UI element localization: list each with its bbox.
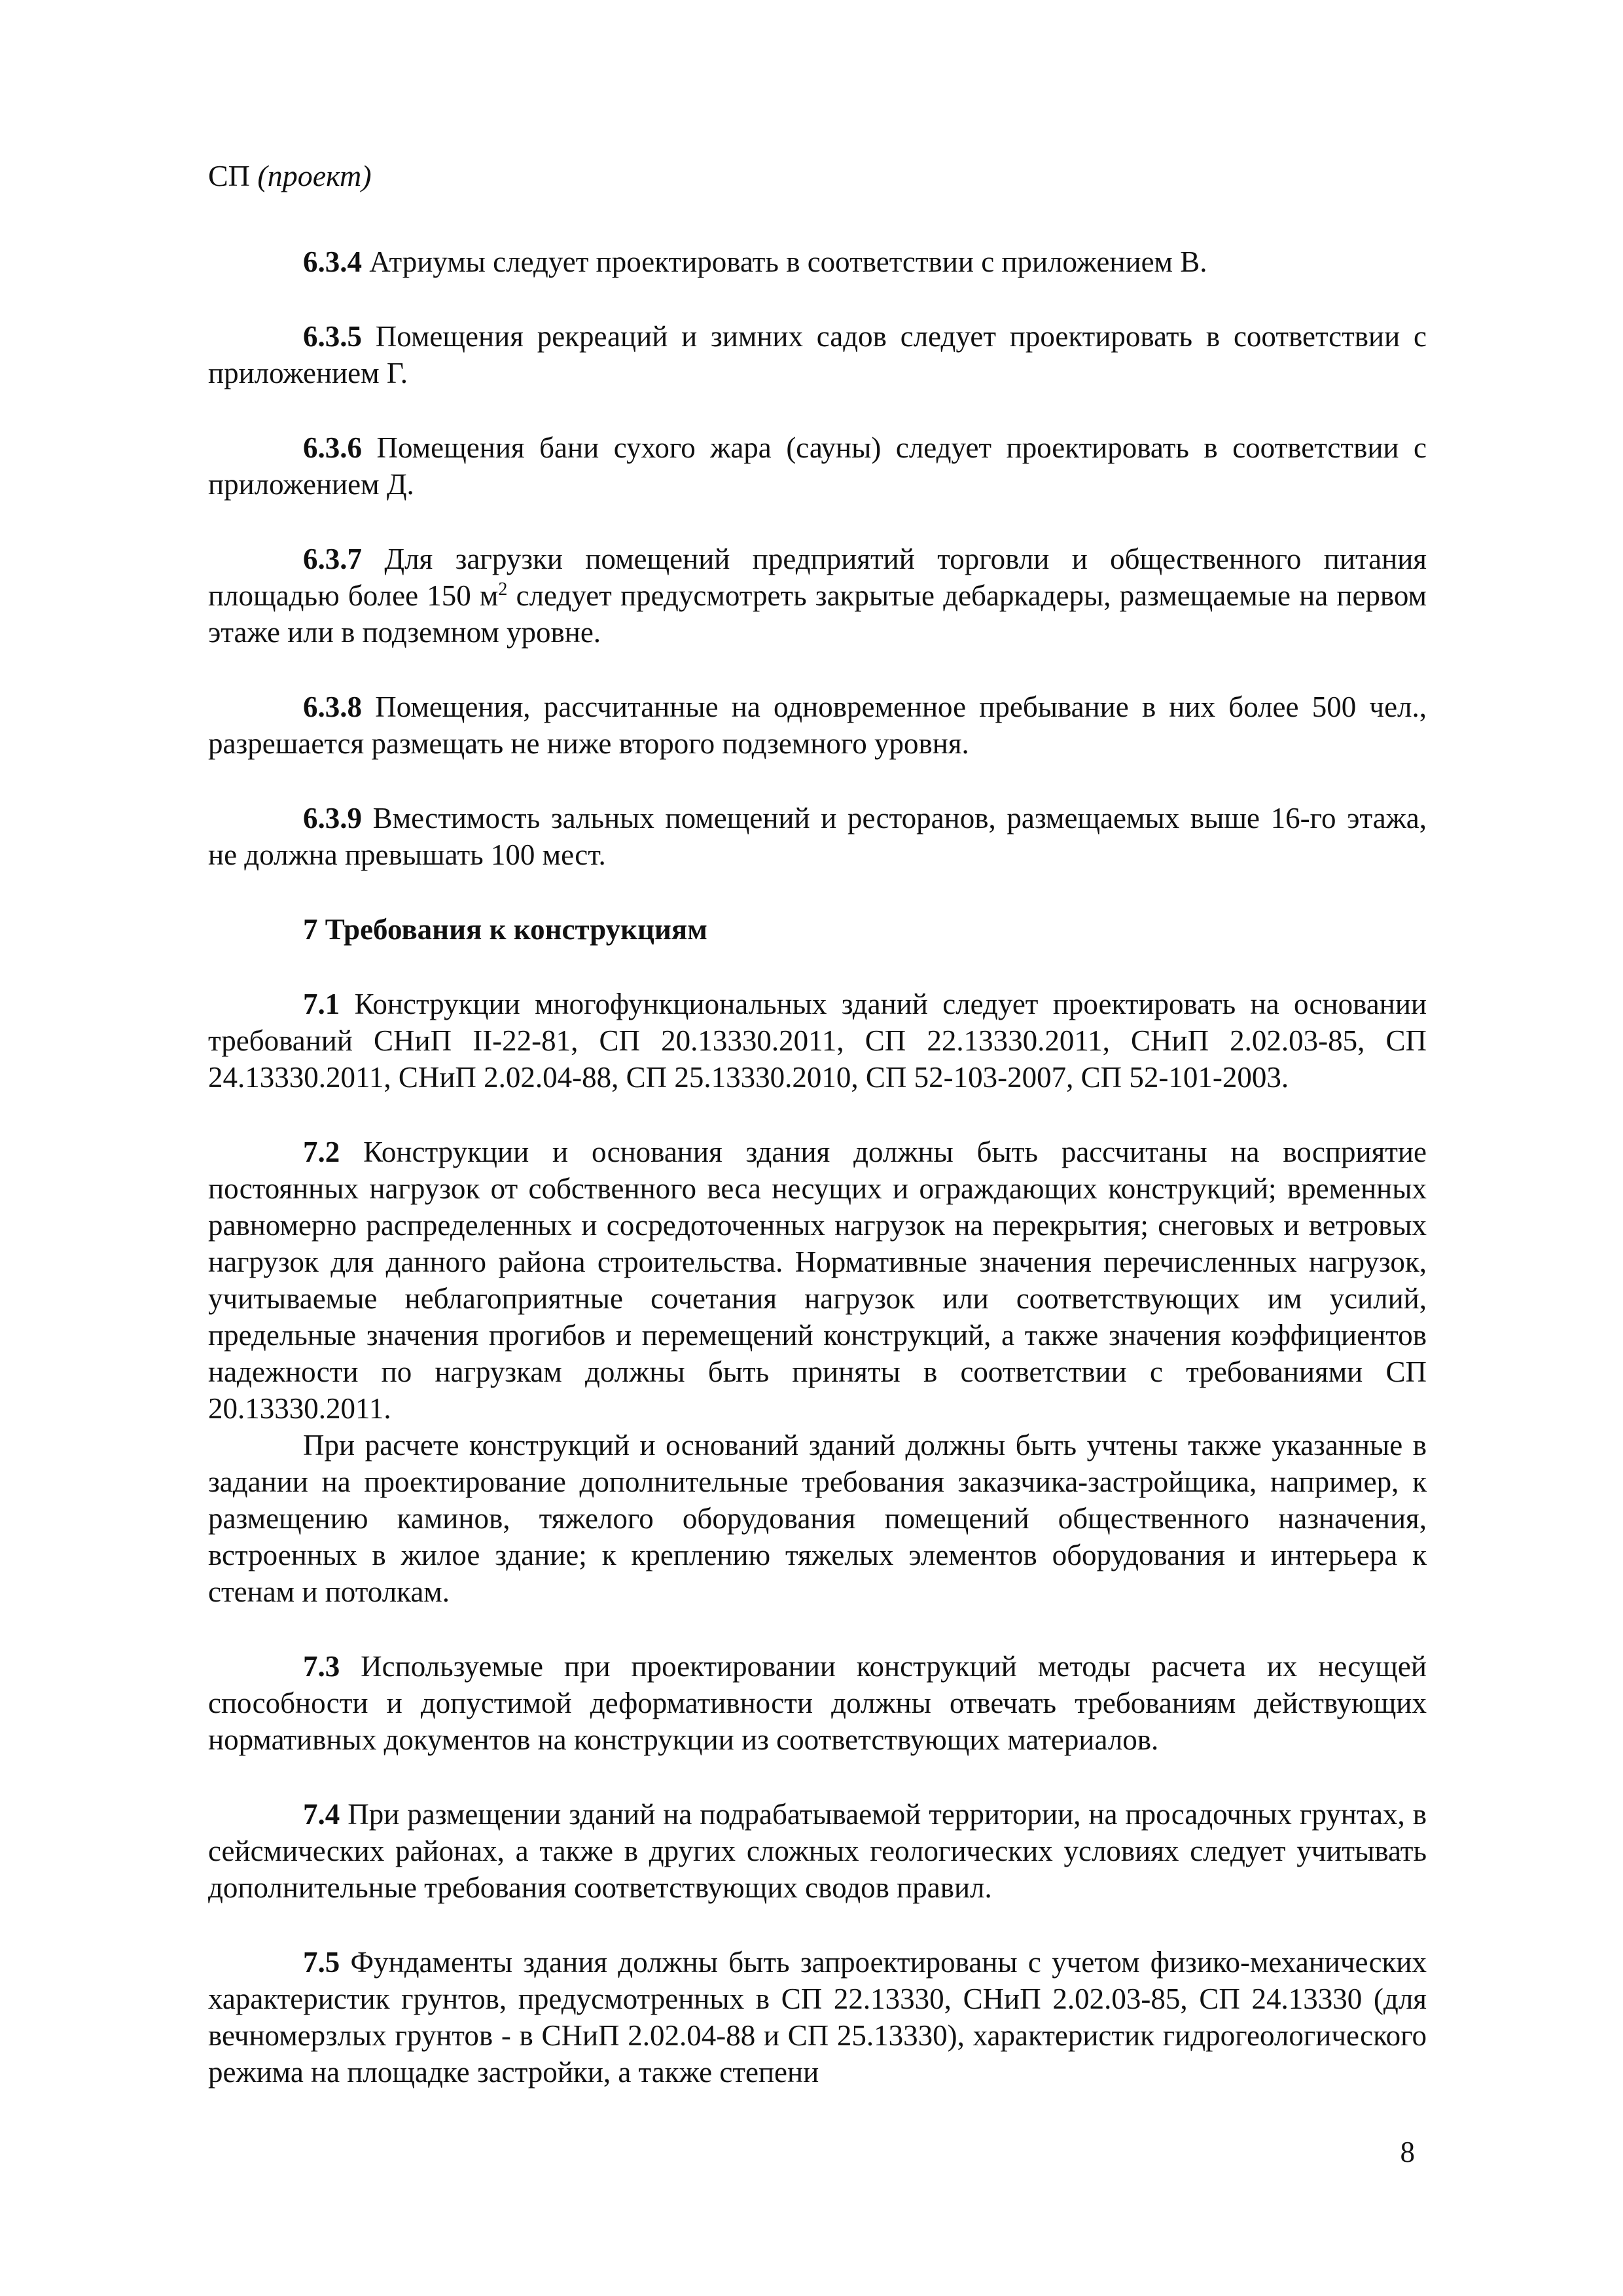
clause-number: 6.3.7 xyxy=(303,543,362,575)
paragraph-6-3-7 xyxy=(208,541,1427,651)
clause-number: 7.1 xyxy=(303,988,340,1020)
clause-number: 7.5 xyxy=(303,1946,340,1979)
paragraph-7-2-continued xyxy=(208,1427,1427,1610)
clause-text: При расчете конструкций и оснований зданий должны быть учтены также указанные в задании на проектирование дополнительные требования заказчика-застройщика, например, к размещению каминов, тяжелого оборудования помещений общественного назначения, встроенных в жилое здание; к креплению тяжелых элементов оборудования и интерьера к стенам и потолкам. xyxy=(208,1429,1427,1608)
clause-text: Вместимость зальных помещений и ресторанов, размещаемых выше 16-го этажа, не должна превышать 100 мест. xyxy=(208,802,1427,871)
clause-text: Используемые при проектировании конструкций методы расчета их несущей способности и допустимой деформативности должны отвечать требованиям действующих нормативных документов на конструкции из соответствующих материалов. xyxy=(208,1650,1427,1756)
clause-text: При размещении зданий на подрабатываемой территории, на просадочных грунтах, в сейсмических районах, а также в других сложных геологических условиях следует учитывать дополнительные требования соответствующих сводов правил. xyxy=(208,1798,1427,1904)
clause-number: 7.3 xyxy=(303,1650,340,1683)
running-header xyxy=(208,157,372,195)
document-body xyxy=(208,243,1427,2128)
clause-text: Помещения, рассчитанные на одновременное пребывание в них более 500 чел., разрешается размещать не ниже второго подземного уровня. xyxy=(208,691,1427,760)
clause-text-continued: следует предусмотреть закрытые дебаркадеры, размещаемые на первом этаже или в подземном уровне. xyxy=(208,579,1427,649)
header-status: (проект) xyxy=(257,159,372,192)
header-code: СП xyxy=(208,159,250,192)
paragraph-6-3-6 xyxy=(208,429,1427,503)
paragraph-6-3-5 xyxy=(208,318,1427,391)
clause-number: 6.3.5 xyxy=(303,320,362,353)
clause-number: 6.3.8 xyxy=(303,691,362,723)
paragraph-7-5 xyxy=(208,1944,1427,2090)
paragraph-6-3-8 xyxy=(208,689,1427,762)
paragraph-7-3 xyxy=(208,1648,1427,1758)
section-heading: 7 Требования к конструкциям xyxy=(303,913,707,946)
clause-text: Для загрузки помещений предприятий торговли и общественного питания площадью более 150 м xyxy=(208,543,1427,612)
page-number: 8 xyxy=(1400,2136,1415,2168)
clause-number: 7.4 xyxy=(303,1798,340,1831)
clause-number: 6.3.6 xyxy=(303,431,362,464)
paragraph-6-3-4 xyxy=(208,243,1427,280)
clause-text: Помещения бани сухого жара (сауны) следует проектировать в соответствии с приложением Д. xyxy=(208,431,1427,501)
clause-text: Фундаменты здания должны быть запроектированы с учетом физико-механических характеристик грунтов, предусмотренных в СП 22.13330, СНиП 2.02.03-85, СП 24.13330 (для вечномерзлых грунтов - в СНиП 2.02.04-88 и СП 25.13330), характеристик гидрогеологического режима на площадке застройки, а также степени xyxy=(208,1946,1427,2089)
clause-text: Помещения рекреаций и зимних садов следует проектировать в соответствии с приложением Г. xyxy=(208,320,1427,389)
clause-text: Конструкции многофункциональных зданий следует проектировать на основании требований СНиП II-22-81, СП 20.13330.2011, СП 22.13330.2011, СНиП 2.02.03-85, СП 24.13330.2011, СНиП 2.02.04-88, СП 25.13330.2010, СП 52-103-2007, СП 52-101-2003. xyxy=(208,988,1427,1094)
clause-number: 7.2 xyxy=(303,1136,340,1168)
superscript: 2 xyxy=(498,579,508,600)
clause-text: Конструкции и основания здания должны быть рассчитаны на восприятие постоянных нагрузок от собственного веса несущих и ограждающих конструкций; временных равномерно распределенных и сосредоточенных нагрузок на перекрытия; снеговых и ветровых нагрузок для данного района строительства. Нормативные значения перечисленных нагрузок, учитываемые неблагоприятные сочетания нагрузок или соответствующих им усилий, предельные значения прогибов и перемещений конструкций, а также значения коэффициентов надежности по нагрузкам должны быть приняты в соответствии с требованиями СП 20.13330.2011. xyxy=(208,1136,1427,1425)
paragraph-7-4 xyxy=(208,1796,1427,1906)
paragraph-7-2 xyxy=(208,1134,1427,1427)
clause-text: Атриумы следует проектировать в соответствии с приложением В. xyxy=(362,245,1207,278)
paragraph-6-3-9 xyxy=(208,800,1427,873)
clause-number: 6.3.4 xyxy=(303,245,362,278)
clause-number: 6.3.9 xyxy=(303,802,362,834)
paragraph-7-1 xyxy=(208,986,1427,1096)
